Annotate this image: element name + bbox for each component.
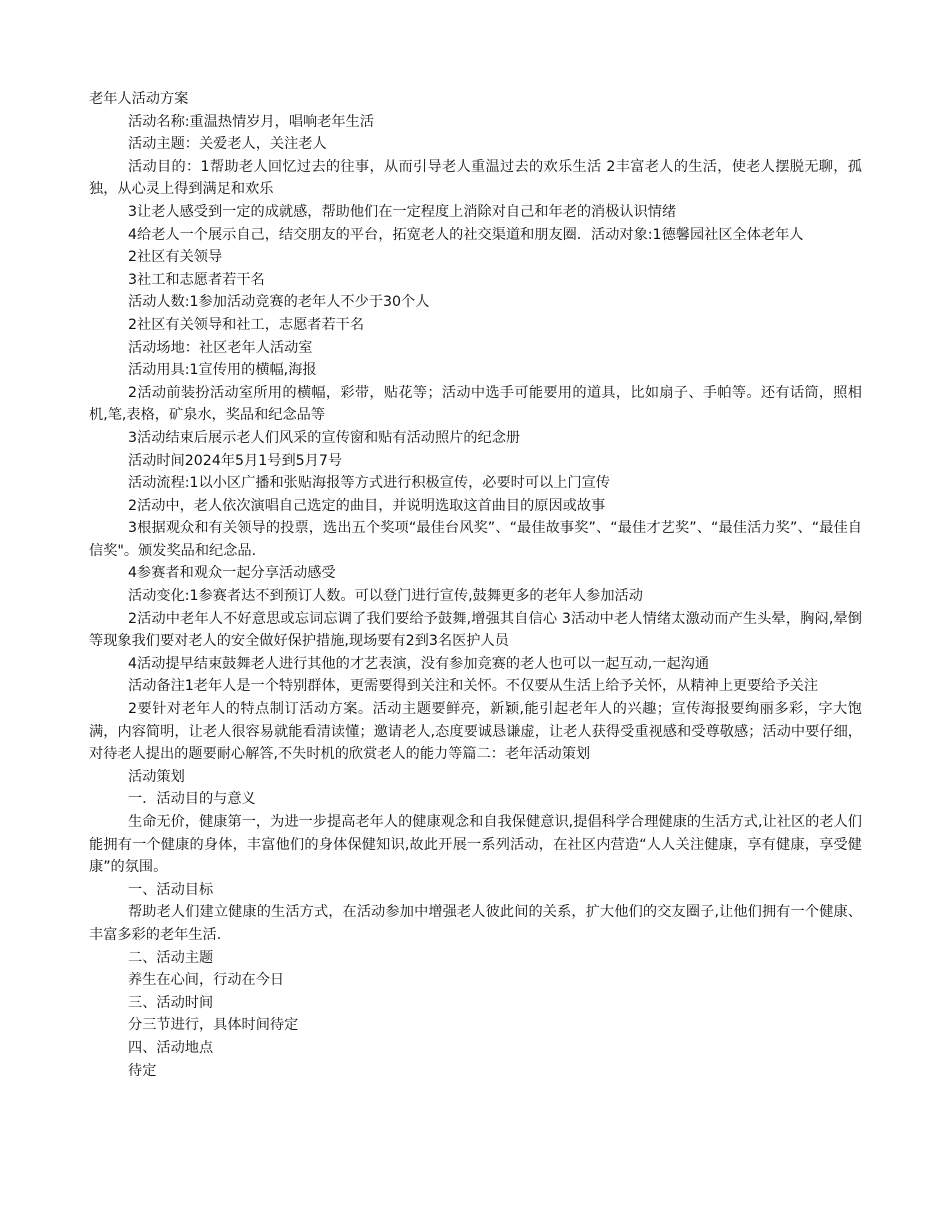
paragraph: 活动时间2024年5月1号到5月7号 [128,452,343,469]
paragraph: 待定 [128,1062,157,1079]
paragraph: 2社区有关领导 [128,249,223,266]
paragraph: 活动场地：社区老年人活动室 [128,339,313,356]
document-body [89,111,862,1083]
document-page [89,88,862,1082]
paragraph: 二、活动主题 [128,949,214,966]
paragraph: 4活动提早结束鼓舞老人进行其他的才艺表演，没有参加竞赛的老人也可以一起互动,一起沟通 [128,655,710,672]
paragraph: 3让老人感受到一定的成就感，帮助他们在一定程度上消除对自己和年老的消极认识情绪 [128,203,677,220]
paragraph: 3活动结束后展示老人们风采的宣传窗和贴有活动照片的纪念册 [128,429,521,446]
paragraph: 2活动前装扮活动室所用的横幅，彩带，贴花等；活动中选手可能要用的道具，比如扇子、手帕等。还有话筒，照相机,笔,表格，矿泉水，奖品和纪念品等 [89,384,862,424]
paragraph: 3社工和志愿者若干名 [128,271,265,288]
paragraph: 养生在心间，行动在今日 [128,972,285,989]
paragraph: 活动策划 [128,768,185,785]
paragraph: 生命无价，健康第一，为进一步提高老年人的健康观念和自我保健意识,提倡科学合理健康的生活方式,让社区的老人们能拥有一个健康的身体，丰富他们的身体保健知识,故此开展一系列活动，在社区内营造“人人关注健康，享有健康，享受健康”的氛围。 [89,814,862,876]
document-title: 老年人活动方案 [89,91,189,107]
paragraph: 活动流程:1以小区广播和张贴海报等方式进行积极宣传，必要时可以上门宣传 [128,475,610,492]
paragraph: 活动备注1老年人是一个特别群体，更需要得到关注和关怀。不仅要从生活上给予关怀，从精神上更要给予关注 [128,678,819,695]
paragraph: 活动人数:1参加活动竞赛的老年人不少于30个人 [128,294,430,311]
paragraph: 活动变化:1参赛者达不到预订人数。可以登门进行宣传,鼓舞更多的老年人参加活动 [128,588,643,605]
paragraph: 分三节进行，具体时间待定 [128,1017,299,1034]
paragraph: 2社区有关领导和社工，志愿者若干名 [128,316,365,333]
paragraph: 3根据观众和有关领导的投票，选出五个奖项“最佳台风奖”、“最佳故事奖”、“最佳才艺奖”、“最佳活力奖”、“最佳自信奖"。颁发奖品和纪念品. [89,520,862,559]
paragraph: 4给老人一个展示自己，结交朋友的平台，拓宽老人的社交渠道和朋友圈．活动对象:1德馨园社区全体老年人 [128,226,804,243]
paragraph: 活动主题：关爱老人，关注老人 [128,136,327,153]
paragraph: 帮助老人们建立健康的生活方式，在活动参加中增强老人彼此间的关系，扩大他们的交友圈子,让他们拥有一个健康、丰富多彩的老年生活. [89,904,862,943]
paragraph: 一、活动目标 [128,881,214,898]
paragraph: 2要针对老年人的特点制订活动方案。活动主题要鲜亮，新颖,能引起老年人的兴趣；宣传海报要绚丽多彩，字大饱满，内容简明，让老人很容易就能看清读懂；邀请老人,态度要诚恳谦虚，让老人获得受重视感和受尊敬感；活动中要仔细，对待老人提出的题要耐心解答,不失时机的欣赏老人的能力等篇二：老年活动策划 [89,701,862,763]
paragraph: 2活动中，老人依次演唱自己选定的曲目，并说明选取这首曲目的原因或故事 [128,497,606,514]
paragraph: 2活动中老年人不好意思或忘词忘调了我们要给予鼓舞,增强其自信心 3活动中老人情绪太激动而产生头晕，胸闷,晕倒等现象我们要对老人的安全做好保护措施,现场要有2到3名医护人员 [89,610,862,650]
paragraph: 活动目的：1帮助老人回忆过去的往事，从而引导老人重温过去的欢乐生活 2丰富老人的生活，使老人摆脱无聊，孤独，从心灵上得到满足和欢乐 [89,158,862,198]
paragraph: 活动用具:1宣传用的横幅,海报 [128,362,317,379]
paragraph: 4参赛者和观众一起分享活动感受 [128,565,336,582]
paragraph: 四、活动地点 [128,1039,214,1056]
paragraph: 一．活动目的与意义 [128,791,256,808]
paragraph: 活动名称:重温热情岁月，唱响老年生活 [128,113,374,130]
paragraph: 三、活动时间 [128,994,214,1011]
